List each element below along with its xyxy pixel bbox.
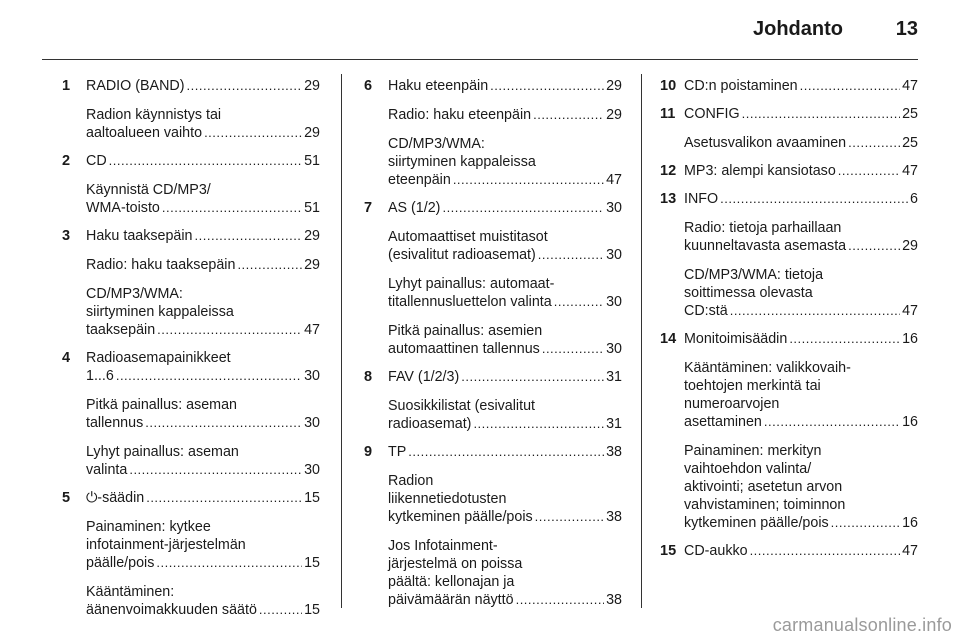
toc-entry-body xyxy=(86,152,320,217)
toc-label: Radio: haku taaksepäin xyxy=(86,257,236,273)
dot-leader xyxy=(800,77,900,95)
toc-label: Haku eteenpäin xyxy=(388,78,489,94)
toc-text-line: CD/MP3/WMA: tietoja xyxy=(684,267,824,283)
toc-line xyxy=(86,321,320,339)
toc-page-number: 47 xyxy=(902,163,918,179)
toc-page-number: 30 xyxy=(606,294,622,310)
callout-number: 9 xyxy=(364,444,373,460)
toc-line xyxy=(388,106,622,124)
dot-leader xyxy=(516,591,605,609)
toc-entry xyxy=(62,227,320,339)
toc-line xyxy=(388,508,622,526)
toc-page-number: 16 xyxy=(902,414,918,430)
toc-line xyxy=(388,368,622,386)
toc-text-line: Kääntäminen: xyxy=(86,584,175,600)
toc-text-line: vaihtoehdon valinta/ xyxy=(684,461,812,477)
toc-text-line: Painaminen: merkityn xyxy=(684,443,822,459)
toc-entry xyxy=(660,190,918,320)
toc-subentry xyxy=(388,275,622,311)
toc-label: 1...6 xyxy=(86,368,114,384)
toc-page-number: 30 xyxy=(304,368,320,384)
toc-line xyxy=(86,199,320,217)
toc-label: CD:n poistaminen xyxy=(684,78,798,94)
toc-page-number: 15 xyxy=(304,490,320,506)
toc-line xyxy=(388,443,622,461)
toc-text-line: Pitkä painallus: aseman xyxy=(86,397,237,413)
toc-line xyxy=(86,124,320,142)
toc-entry-body xyxy=(684,105,918,152)
toc-label: RADIO (BAND) xyxy=(86,78,185,94)
toc-entry-body xyxy=(684,542,918,560)
toc-page-number: 38 xyxy=(606,509,622,525)
dot-leader xyxy=(157,321,302,339)
toc-entry xyxy=(660,162,918,180)
toc-subentry xyxy=(684,359,918,431)
toc-text-line: Suosikkilistat (esivalitut xyxy=(388,398,535,414)
dot-leader xyxy=(764,413,900,431)
callout-number: 15 xyxy=(660,543,677,559)
toc-text-line: Automaattiset muistitasot xyxy=(388,229,548,245)
toc-line xyxy=(684,134,918,152)
toc-entry-body xyxy=(86,77,320,142)
toc-entry xyxy=(660,105,918,152)
callout-number: 8 xyxy=(364,369,373,385)
toc-subentry xyxy=(684,219,918,255)
toc-page-number: 29 xyxy=(902,238,918,254)
toc-entry xyxy=(62,489,320,619)
callout-number: 10 xyxy=(660,78,677,94)
toc-text-line: Radion käynnistys tai xyxy=(86,107,222,123)
toc-entry xyxy=(62,77,320,142)
dot-leader xyxy=(848,237,900,255)
toc-page-number: 16 xyxy=(902,331,918,347)
toc-column-3 xyxy=(660,77,918,570)
toc-subentry xyxy=(86,443,320,479)
toc-line xyxy=(388,171,622,189)
toc-column-1 xyxy=(62,77,320,629)
toc-subentry xyxy=(86,106,320,142)
dot-leader xyxy=(116,367,302,385)
toc-page-number: 51 xyxy=(304,200,320,216)
toc-label: (esivalitut radioasemat) xyxy=(388,247,536,263)
toc-entry-body xyxy=(684,162,918,180)
toc-entry xyxy=(364,77,622,189)
toc-page-number: 29 xyxy=(606,107,622,123)
toc-page-number: 31 xyxy=(606,416,622,432)
callout-number: 11 xyxy=(660,106,676,122)
toc-label: WMA-toisto xyxy=(86,200,160,216)
toc-label: asettaminen xyxy=(684,414,762,430)
toc-text-line: vahvistaminen; toiminnon xyxy=(684,497,846,513)
toc-line xyxy=(388,340,622,358)
toc-page-number: 29 xyxy=(304,125,320,141)
toc-label: eteenpäin xyxy=(388,172,451,188)
toc-subentry xyxy=(86,583,320,619)
dot-leader xyxy=(408,443,604,461)
toc-line xyxy=(86,414,320,432)
toc-page-number: 31 xyxy=(606,369,622,385)
dot-leader xyxy=(838,162,900,180)
toc-line xyxy=(684,162,918,180)
toc-subentry xyxy=(388,397,622,433)
toc-line xyxy=(388,591,622,609)
toc-page-number: 47 xyxy=(902,303,918,319)
callout-number: 1 xyxy=(62,78,71,94)
toc-entry xyxy=(62,349,320,479)
toc-page-number: 16 xyxy=(902,515,918,531)
dot-leader xyxy=(442,199,604,217)
toc-label: päälle/pois xyxy=(86,555,155,571)
toc-page-number: 29 xyxy=(606,78,622,94)
toc-page-number: 29 xyxy=(304,78,320,94)
callout-number: 14 xyxy=(660,331,677,347)
toc-entry xyxy=(62,152,320,217)
toc-text-line: Jos Infotainment- xyxy=(388,538,498,554)
dot-leader xyxy=(554,293,604,311)
callout-number: 12 xyxy=(660,163,677,179)
toc-subentry xyxy=(388,228,622,264)
callout-number: 4 xyxy=(62,350,71,366)
toc-text-line: siirtyminen kappaleissa xyxy=(388,154,536,170)
toc-subentry xyxy=(86,518,320,572)
toc-label: taaksepäin xyxy=(86,322,156,338)
toc-line xyxy=(86,256,320,274)
column-divider-1 xyxy=(341,74,342,608)
toc-label: CD-aukko xyxy=(684,543,748,559)
dot-leader xyxy=(789,330,900,348)
toc-text-line: liikennetiedotusten xyxy=(388,491,507,507)
toc-label: AS (1/2) xyxy=(388,200,441,216)
toc-page-number: 15 xyxy=(304,602,320,618)
dot-leader xyxy=(259,601,302,619)
toc-line xyxy=(388,246,622,264)
toc-line xyxy=(684,105,918,123)
toc-line xyxy=(684,542,918,560)
dot-leader xyxy=(204,124,302,142)
toc-entry-body xyxy=(684,330,918,532)
toc-label: titallennusluettelon valinta xyxy=(388,294,552,310)
toc-label: Haku taaksepäin xyxy=(86,228,193,244)
callout-number: 5 xyxy=(62,490,71,506)
toc-label: tallennus xyxy=(86,415,144,431)
toc-line xyxy=(684,77,918,95)
toc-subentry xyxy=(388,322,622,358)
toc-label: MP3: alempi kansiotaso xyxy=(684,163,836,179)
toc-subentry xyxy=(388,472,622,526)
toc-label: päivämäärän näyttö xyxy=(388,592,514,608)
toc-page-number: 25 xyxy=(902,135,918,151)
toc-line xyxy=(86,227,320,245)
toc-subentry xyxy=(86,256,320,274)
dot-leader xyxy=(162,199,302,217)
toc-label: kytkeminen päälle/pois xyxy=(388,509,533,525)
toc-subentry xyxy=(388,106,622,124)
toc-entry xyxy=(660,330,918,532)
callout-number: 2 xyxy=(62,153,71,169)
watermark: carmanualsonline.info xyxy=(772,615,952,635)
toc-text-line: päältä: kellonajan ja xyxy=(388,574,515,590)
dot-leader xyxy=(848,134,900,152)
toc-label: äänenvoimakkuuden säätö xyxy=(86,602,257,618)
dot-leader xyxy=(490,77,604,95)
toc-label: radioasemat) xyxy=(388,416,472,432)
toc-subentry xyxy=(86,396,320,432)
toc-page-number: 38 xyxy=(606,592,622,608)
dot-leader xyxy=(187,77,303,95)
dot-leader xyxy=(129,461,302,479)
toc-label: aaltoalueen vaihto xyxy=(86,125,203,141)
toc-page-number: 47 xyxy=(902,78,918,94)
dot-leader xyxy=(146,489,302,507)
toc-text-line: Lyhyt painallus: aseman xyxy=(86,444,239,460)
dot-leader xyxy=(473,415,604,433)
dot-leader xyxy=(533,106,604,124)
toc-page-number: 30 xyxy=(606,341,622,357)
toc-entry-body xyxy=(388,368,622,433)
toc-page-number: 47 xyxy=(304,322,320,338)
toc-label: Asetusvalikon avaaminen xyxy=(684,135,847,151)
callout-number: 3 xyxy=(62,228,71,244)
toc-subentry xyxy=(684,266,918,320)
toc-entry xyxy=(660,542,918,560)
toc-text-line: Pitkä painallus: asemien xyxy=(388,323,543,339)
dot-leader xyxy=(750,542,901,560)
toc-subentry xyxy=(388,135,622,189)
toc-page-number: 6 xyxy=(910,191,918,207)
toc-entry xyxy=(364,368,622,433)
toc-line xyxy=(86,461,320,479)
dot-leader xyxy=(145,414,302,432)
dot-leader xyxy=(109,152,302,170)
toc-line xyxy=(86,489,320,507)
toc-label: TP xyxy=(388,444,407,460)
toc-label: ⏻-säädin xyxy=(86,490,145,506)
toc-text-line: järjestelmä on poissa xyxy=(388,556,523,572)
toc-label: Radio: haku eteenpäin xyxy=(388,107,532,123)
dot-leader xyxy=(156,554,302,572)
toc-page-number: 25 xyxy=(902,106,918,122)
toc-subentry xyxy=(86,181,320,217)
toc-label: valinta xyxy=(86,462,128,478)
toc-entry-body xyxy=(684,77,918,95)
toc-entry-body xyxy=(388,77,622,189)
toc-text-line: Radion xyxy=(388,473,434,489)
toc-page-number: 29 xyxy=(304,228,320,244)
toc-label: kytkeminen päälle/pois xyxy=(684,515,829,531)
dot-leader xyxy=(542,340,604,358)
toc-text-line: Käynnistä CD/MP3/ xyxy=(86,182,211,198)
toc-line xyxy=(86,367,320,385)
column-divider-2 xyxy=(641,74,642,608)
toc-page-number: 30 xyxy=(606,200,622,216)
callout-number: 6 xyxy=(364,78,373,94)
toc-text-line: numeroarvojen xyxy=(684,396,780,412)
toc-page-number: 30 xyxy=(304,415,320,431)
dot-leader xyxy=(453,171,604,189)
toc-label: FAV (1/2/3) xyxy=(388,369,460,385)
toc-text-line: soittimessa olevasta xyxy=(684,285,813,301)
toc-text-line: Kääntäminen: valikkovaih- xyxy=(684,360,851,376)
toc-entry xyxy=(660,77,918,95)
toc-page-number: 47 xyxy=(902,543,918,559)
toc-page-number: 30 xyxy=(304,462,320,478)
toc-page-number: 47 xyxy=(606,172,622,188)
toc-line xyxy=(684,413,918,431)
toc-line xyxy=(86,152,320,170)
toc-page-number: 29 xyxy=(304,257,320,273)
page-title: Johdanto xyxy=(753,18,843,40)
toc-text-line: infotainment-järjestelmän xyxy=(86,537,246,553)
toc-text-line: Painaminen: kytkee xyxy=(86,519,211,535)
toc-text-line: siirtyminen kappaleissa xyxy=(86,304,234,320)
toc-entry xyxy=(364,443,622,609)
toc-label: CONFIG xyxy=(684,106,740,122)
toc-line xyxy=(388,77,622,95)
toc-line xyxy=(684,190,918,208)
toc-entry-body xyxy=(684,190,918,320)
toc-column-2 xyxy=(364,77,622,619)
callout-number: 13 xyxy=(660,191,677,207)
toc-line xyxy=(684,302,918,320)
toc-page-number: 15 xyxy=(304,555,320,571)
toc-entry-body xyxy=(86,227,320,339)
toc-subentry xyxy=(684,442,918,532)
dot-leader xyxy=(237,256,302,274)
toc-line xyxy=(684,514,918,532)
dot-leader xyxy=(720,190,908,208)
dot-leader xyxy=(195,227,303,245)
toc-label: CD xyxy=(86,153,107,169)
toc-line xyxy=(388,293,622,311)
dot-leader xyxy=(730,302,900,320)
toc-label: CD:stä xyxy=(684,303,728,319)
toc-line xyxy=(684,237,918,255)
toc-label: Monitoimisäädin xyxy=(684,331,788,347)
toc-label: automaattinen tallennus xyxy=(388,341,540,357)
toc-entry xyxy=(364,199,622,358)
toc-label: INFO xyxy=(684,191,719,207)
toc-line xyxy=(684,330,918,348)
toc-line xyxy=(86,77,320,95)
toc-entry-body xyxy=(388,443,622,609)
toc-label: kuunneltavasta asemasta xyxy=(684,238,847,254)
toc-page-number: 51 xyxy=(304,153,320,169)
toc-entry-body xyxy=(86,489,320,619)
toc-text-line: Radioasemapainikkeet xyxy=(86,350,231,366)
header-rule xyxy=(42,59,918,60)
toc-page-number: 30 xyxy=(606,247,622,263)
dot-leader xyxy=(461,368,604,386)
toc-entry-body xyxy=(86,349,320,479)
toc-line xyxy=(86,554,320,572)
toc-text-line: CD/MP3/WMA: xyxy=(388,136,485,152)
toc-text-line: Radio: tietoja parhaillaan xyxy=(684,220,842,236)
page-number: 13 xyxy=(895,18,918,40)
toc-line xyxy=(388,415,622,433)
toc-text-line: aktivointi; asetetun arvon xyxy=(684,479,843,495)
dot-leader xyxy=(535,508,604,526)
toc-subentry xyxy=(86,285,320,339)
toc-page-number: 38 xyxy=(606,444,622,460)
toc-text-line: Lyhyt painallus: automaat- xyxy=(388,276,555,292)
toc-subentry xyxy=(684,134,918,152)
dot-leader xyxy=(831,514,900,532)
page-header xyxy=(0,18,960,48)
toc-text-line: CD/MP3/WMA: xyxy=(86,286,183,302)
toc-text-line: toehtojen merkintä tai xyxy=(684,378,821,394)
toc-subentry xyxy=(388,537,622,609)
toc-line xyxy=(388,199,622,217)
callout-number: 7 xyxy=(364,200,373,216)
dot-leader xyxy=(538,246,604,264)
toc-line xyxy=(86,601,320,619)
dot-leader xyxy=(742,105,900,123)
toc-entry-body xyxy=(388,199,622,358)
